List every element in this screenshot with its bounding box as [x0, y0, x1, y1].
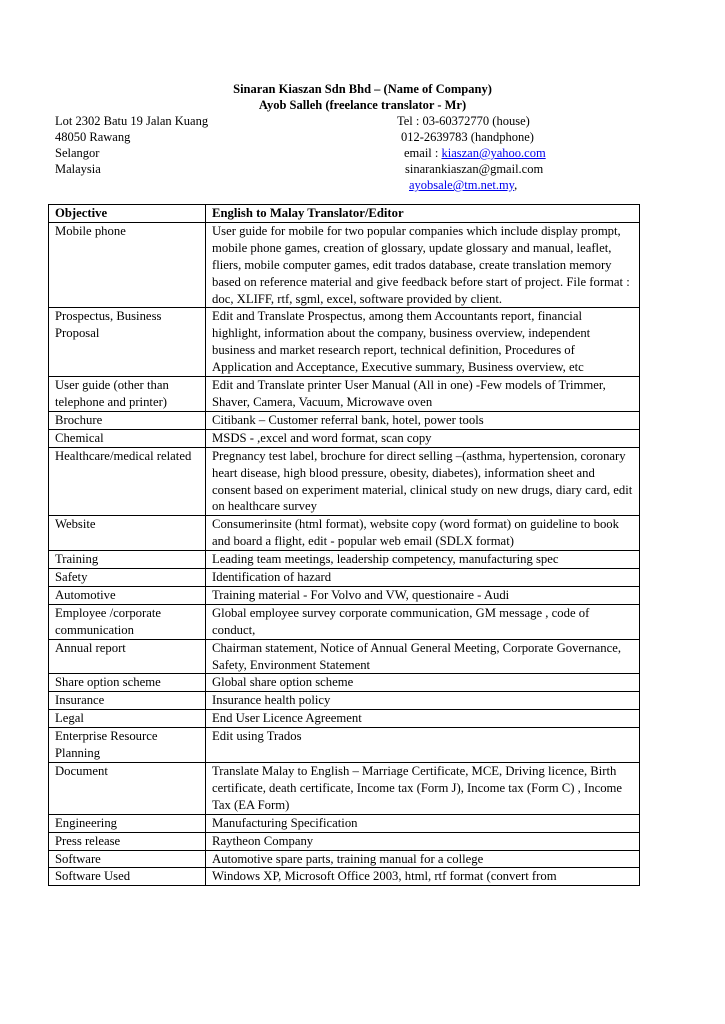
address-line: Selangor	[55, 146, 100, 160]
email-line	[397, 145, 546, 161]
row-category: Healthcare/medical related	[49, 447, 206, 516]
table-row	[49, 674, 640, 692]
row-category: Software	[49, 850, 206, 868]
row-category: Legal	[49, 710, 206, 728]
email-line-tm	[397, 177, 546, 193]
email-suffix: ,	[514, 178, 518, 192]
row-category: Press release	[49, 832, 206, 850]
row-description: User guide for mobile for two popular companies which include display prompt, mobile phone games, creation of glossary, update glossary and manual, leaflet, fliers, mobile computer games, edit trados database, create translation memory based on reference material and give feedback before start of project. File format : doc, XLIFF, rtf, sgml, excel, software provided by client.	[206, 222, 640, 308]
row-category: Engineering	[49, 814, 206, 832]
row-description: Training material - For Volvo and VW, questionaire - Audi	[206, 586, 640, 604]
row-description: Global employee survey corporate communication, GM message , code of conduct,	[206, 604, 640, 639]
row-description: Edit and Translate Prospectus, among them Accountants report, financial highlight, information about the company, business overview, independent business and market research report, technical definition, Procedures of Application and Acceptance, Executive summary, Business overview, etc	[206, 308, 640, 377]
row-description: Pregnancy test label, brochure for direct selling –(asthma, hypertension, coronary heart disease, high blood pressure, obesity, diabetes), information sheet and consent based on experiment material, clinical study on new drugs, diary card, edit on healthcare survey	[206, 447, 640, 516]
table-row	[49, 814, 640, 832]
table-row	[49, 429, 640, 447]
email-label: email :	[404, 146, 442, 160]
email-link-tm[interactable]: ayobsale@tm.net.my	[409, 178, 515, 192]
table-row	[49, 551, 640, 569]
table-row	[49, 604, 640, 639]
row-category: Enterprise Resource Planning	[49, 728, 206, 763]
row-category: Automotive	[49, 586, 206, 604]
row-description: Insurance health policy	[206, 692, 640, 710]
row-category: Software Used	[49, 868, 206, 886]
row-category: Training	[49, 551, 206, 569]
row-description: Manufacturing Specification	[206, 814, 640, 832]
row-category: User guide (other than telephone and printer)	[49, 377, 206, 412]
header-objective: Objective	[49, 205, 206, 223]
table-row	[49, 222, 640, 308]
row-description: Identification of hazard	[206, 569, 640, 587]
row-category: Share option scheme	[49, 674, 206, 692]
row-description: Global share option scheme	[206, 674, 640, 692]
phone-house: Tel : 03-60372770 (house)	[397, 114, 530, 128]
table-row	[49, 850, 640, 868]
table-row	[49, 586, 640, 604]
translator-name: Ayob Salleh (freelance translator - Mr)	[258, 98, 467, 112]
header-role: English to Malay Translator/Editor	[206, 205, 640, 223]
row-description: Edit and Translate printer User Manual (All in one) -Few models of Trimmer, Shaver, Camera, Vacuum, Microwave oven	[206, 377, 640, 412]
phone-mobile: 012-2639783 (handphone)	[401, 130, 534, 144]
table-row	[49, 516, 640, 551]
contact-details	[397, 113, 546, 193]
table-row	[49, 308, 640, 377]
row-category: Chemical	[49, 429, 206, 447]
row-description: Citibank – Customer referral bank, hotel, power tools	[206, 411, 640, 429]
row-category: Annual report	[49, 639, 206, 674]
table-row	[49, 868, 640, 886]
postal-address	[55, 113, 208, 177]
row-description: End User Licence Agreement	[206, 710, 640, 728]
row-description-text: Windows XP, Microsoft Office 2003, html, rtf format (convert from	[212, 869, 557, 884]
row-description: Consumerinsite (html format), website copy (word format) on guideline to book and board a flight, edit - popular web email (SDLX format)	[206, 516, 640, 551]
row-category: Employee /corporate communication	[49, 604, 206, 639]
table-row	[49, 763, 640, 815]
row-description: Translate Malay to English – Marriage Certificate, MCE, Driving licence, Birth certificate, death certificate, Income tax (Form J), Income tax (Form C) , Income Tax (EA Form)	[206, 763, 640, 815]
table-row	[49, 692, 640, 710]
row-description: Leading team meetings, leadership competency, manufacturing spec	[206, 551, 640, 569]
row-description: MSDS - ,excel and word format, scan copy	[206, 429, 640, 447]
table-row	[49, 411, 640, 429]
row-category: Brochure	[49, 411, 206, 429]
table-row	[49, 728, 640, 763]
experience-table	[48, 204, 640, 886]
table-row	[49, 710, 640, 728]
table-row	[49, 447, 640, 516]
row-category: Website	[49, 516, 206, 551]
table-header-row	[49, 205, 640, 223]
row-category: Safety	[49, 569, 206, 587]
row-category: Mobile phone	[49, 222, 206, 308]
email-gmail: sinarankiaszan@gmail.com	[405, 162, 544, 176]
row-category: Prospectus, Business Proposal	[49, 308, 206, 377]
table-row	[49, 377, 640, 412]
row-category: Document	[49, 763, 206, 815]
row-description: Automotive spare parts, training manual for a college	[206, 850, 640, 868]
address-line: 48050 Rawang	[55, 130, 131, 144]
table-row	[49, 832, 640, 850]
company-name: Sinaran Kiaszan Sdn Bhd – (Name of Company)	[233, 82, 492, 96]
row-description: Chairman statement, Notice of Annual General Meeting, Corporate Governance, Safety, Environment Statement	[206, 639, 640, 674]
table-row	[49, 569, 640, 587]
address-line: Lot 2302 Batu 19 Jalan Kuang	[55, 114, 209, 128]
row-description: Edit using Trados	[206, 728, 640, 763]
email-link-yahoo[interactable]: kiaszan@yahoo.com	[441, 146, 546, 160]
address-line: Malaysia	[55, 162, 101, 176]
row-description: Raytheon Company	[206, 832, 640, 850]
row-category: Insurance	[49, 692, 206, 710]
row-description	[206, 868, 640, 886]
table-row	[49, 639, 640, 674]
